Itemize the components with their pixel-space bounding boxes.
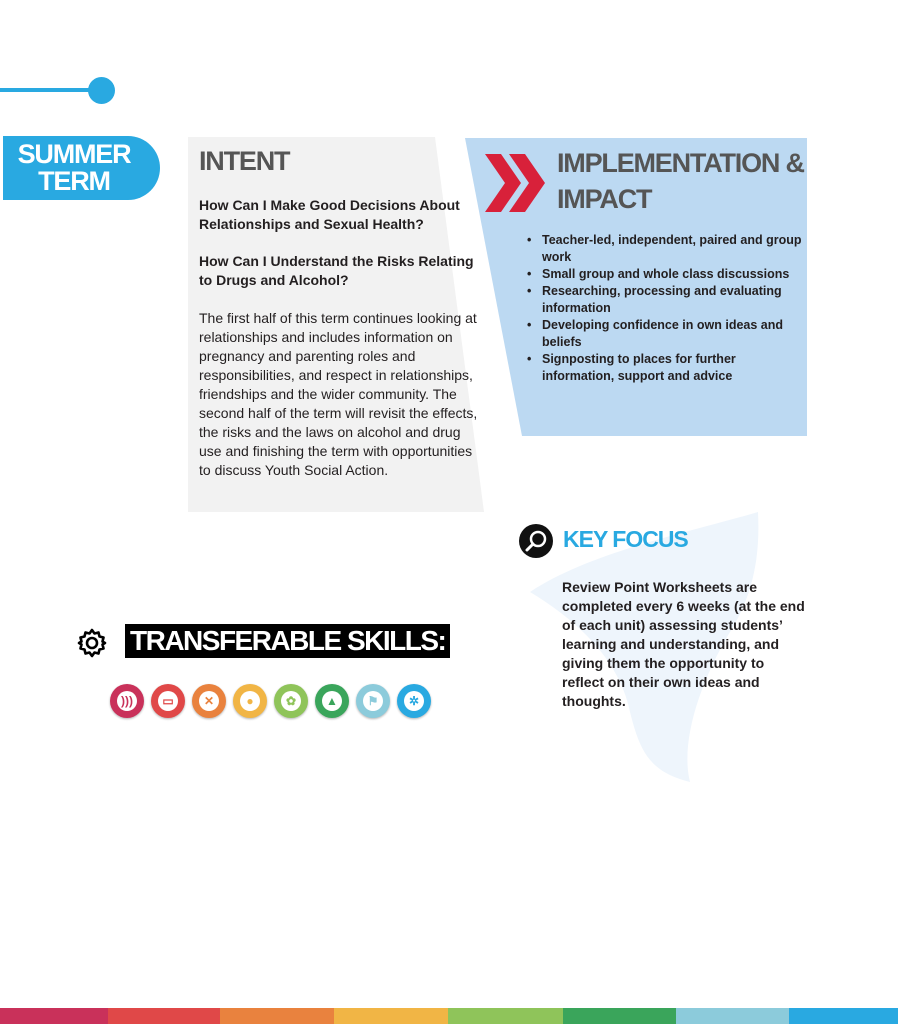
timeline-line (0, 88, 95, 92)
implementation-title (557, 145, 817, 217)
strip-segment (108, 1008, 220, 1024)
term-badge-line1: SUMMER (17, 139, 131, 169)
list-item (527, 283, 807, 317)
list-item (527, 266, 807, 283)
list-item-text: • Small group and whole class discussions (542, 267, 790, 281)
implementation-title-line1: IMPLEMENTATION & (557, 148, 804, 178)
timeline-dot (88, 77, 115, 104)
gear-icon (76, 627, 108, 659)
magnifier-icon (519, 524, 553, 558)
leadership-icon: ⚑ (356, 684, 390, 718)
list-item-text: • Researching, processing and evaluating information (542, 284, 782, 315)
strip-segment (0, 1008, 108, 1024)
teamwork-icon: ✲ (397, 684, 431, 718)
strip-segment (676, 1008, 789, 1024)
aiming-high-icon: ▲ (315, 684, 349, 718)
list-item-text: • Signposting to places for further information, support and advice (542, 352, 736, 383)
strip-segment (448, 1008, 563, 1024)
creativity-icon: ● (233, 684, 267, 718)
term-badge (3, 136, 160, 200)
speaking-icon: ▭ (151, 684, 185, 718)
listening-icon: ))) (110, 684, 144, 718)
implementation-title-line2: IMPACT (557, 184, 652, 214)
strip-segment (789, 1008, 898, 1024)
staying-positive-icon: ✿ (274, 684, 308, 718)
problem-solving-icon: ✕ (192, 684, 226, 718)
double-chevron-icon (483, 152, 549, 214)
implementation-list (527, 232, 807, 385)
list-item-text: • Teacher-led, independent, paired and group work (542, 233, 802, 264)
bottom-color-strip (0, 1008, 898, 1024)
list-item (527, 351, 807, 385)
key-focus-title: KEY FOCUS (563, 526, 688, 552)
term-badge-line2: TERM (38, 166, 110, 196)
list-item (527, 317, 807, 351)
intent-question-2: How Can I Understand the Risks Relating to Drugs and Alcohol? (199, 253, 474, 288)
intent-question-1: How Can I Make Good Decisions About Relationships and Sexual Health? (199, 197, 460, 232)
intent-body: The first half of this term continues looking at relationships and includes information on pregnancy and parenting roles and responsibilities, and respect in relationships, friendships and the wider community. The second half of the term will revisit the effects, the risks and the laws on alcohol and drug use and finishing the term with opportunities to discuss Youth Social Action. (199, 310, 478, 478)
intent-title: INTENT (199, 146, 290, 176)
strip-segment (334, 1008, 448, 1024)
key-focus-body: Review Point Worksheets are completed every 6 weeks (at the end of each unit) assessing students’ learning and understanding, and giving them the opportunity to reflect on their own ideas and thoughts. (562, 579, 805, 709)
list-item-text: • Developing confidence in own ideas and beliefs (542, 318, 784, 349)
list-item (527, 232, 807, 266)
skills-badge-row (110, 684, 440, 720)
strip-segment (563, 1008, 676, 1024)
transferable-skills-label: TRANSFERABLE SKILLS: (125, 624, 450, 658)
strip-segment (220, 1008, 334, 1024)
